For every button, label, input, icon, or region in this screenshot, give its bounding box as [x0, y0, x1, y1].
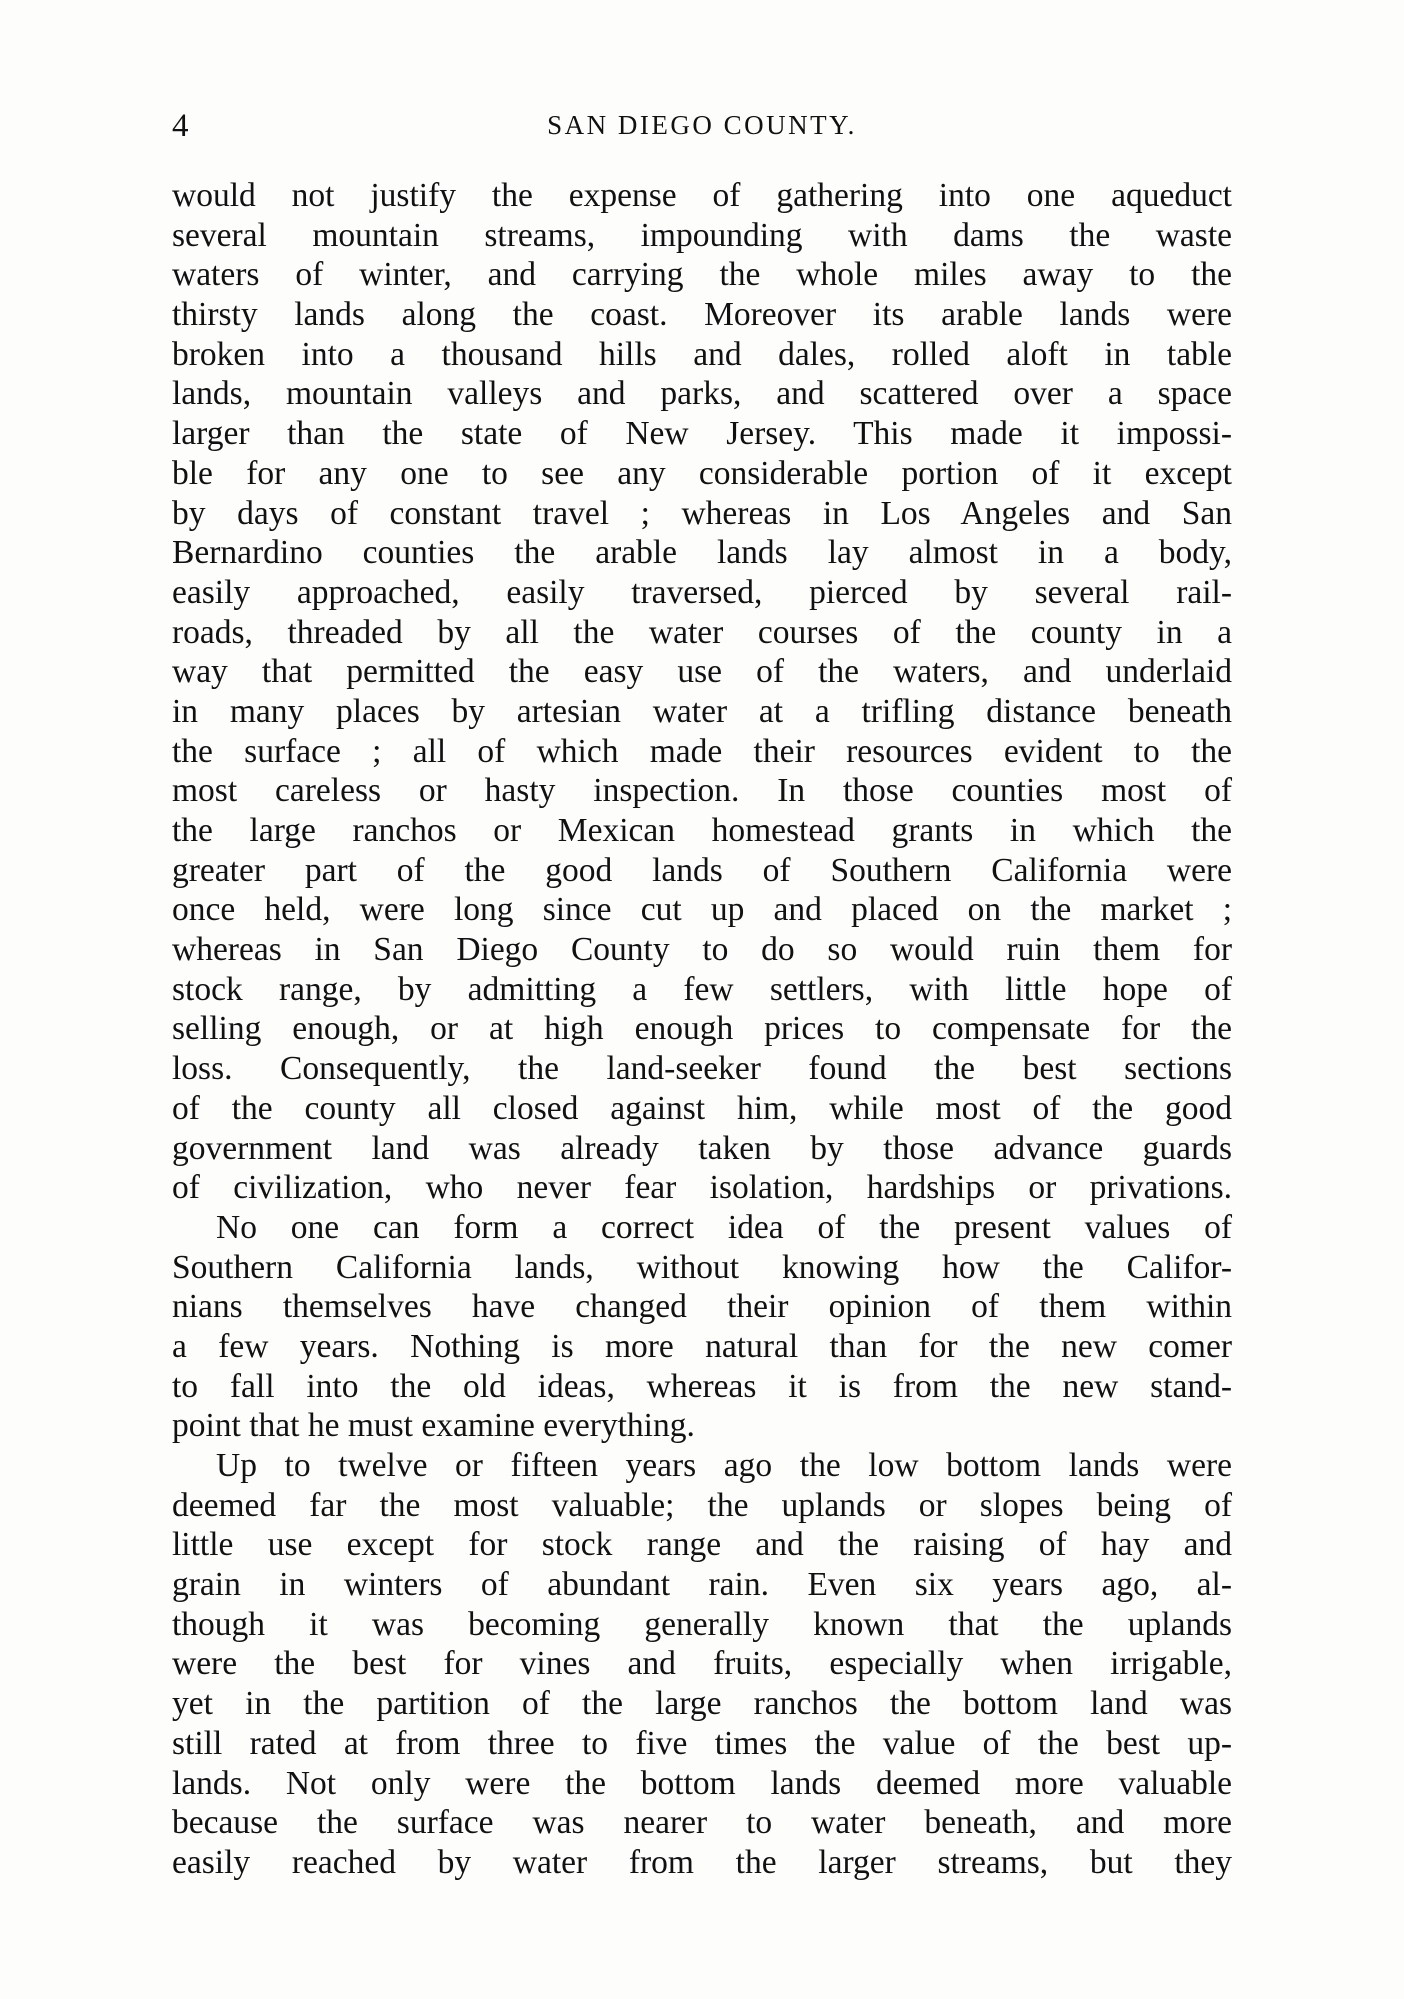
text-line: deemed far the most valuable; the uplands or slopes being of	[172, 1486, 1232, 1524]
text-line: whereas in San Diego County to do so would ruin them for	[172, 931, 1232, 969]
text-line: grain in winters of abundant rain. Even six years ago, al-	[172, 1566, 1232, 1604]
text-line: were the best for vines and fruits, especially when irrigable,	[172, 1645, 1232, 1683]
text-line: the surface ; all of which made their resources evident to the	[172, 732, 1232, 770]
text-line: would not justify the expense of gathering into one aqueduct	[172, 177, 1232, 214]
body-text	[172, 176, 1232, 1883]
text-line: government land was already taken by those advance guards	[172, 1129, 1232, 1167]
text-line: easily reached by water from the larger streams, but they	[172, 1843, 1232, 1881]
text-line: several mountain streams, impounding with dams the waste	[172, 216, 1232, 254]
text-line: lands, mountain valleys and parks, and scattered over a space	[172, 375, 1232, 413]
text-line: waters of winter, and carrying the whole miles away to the	[172, 256, 1232, 294]
text-line: most careless or hasty inspection. In those counties most of	[172, 772, 1232, 810]
text-line: Bernardino counties the arable lands lay almost in a body,	[172, 534, 1232, 572]
text-line: because the surface was nearer to water beneath, and more	[172, 1804, 1232, 1842]
paragraph-last-line: point that he must examine everything.	[172, 1407, 695, 1445]
paragraph-first-line: No one can form a correct idea of the present values of	[216, 1208, 1232, 1246]
text-line: greater part of the good lands of Southern California were	[172, 851, 1232, 889]
text-line: roads, threaded by all the water courses of the county in a	[172, 613, 1232, 651]
running-title: SAN DIEGO COUNTY.	[547, 110, 857, 140]
text-line: little use except for stock range and the raising of hay and	[172, 1526, 1232, 1564]
text-line: way that permitted the easy use of the waters, and underlaid	[172, 653, 1232, 691]
text-line: larger than the state of New Jersey. This made it impossi-	[172, 415, 1232, 453]
text-line: ble for any one to see any considerable portion of it except	[172, 454, 1232, 492]
text-line: broken into a thousand hills and dales, rolled aloft in table	[172, 335, 1232, 373]
text-line: to fall into the old ideas, whereas it is from the new stand-	[172, 1367, 1232, 1405]
paragraph-first-line: Up to twelve or fifteen years ago the low bottom lands were	[216, 1447, 1232, 1484]
text-line: once held, were long since cut up and placed on the market ;	[172, 891, 1232, 929]
text-line: stock range, by admitting a few settlers, with little hope of	[172, 970, 1232, 1008]
running-head	[172, 108, 1232, 148]
page-number: 4	[172, 108, 189, 144]
text-line: in many places by artesian water at a trifling distance beneath	[172, 692, 1232, 730]
text-line: selling enough, or at high enough prices to compensate for the	[172, 1010, 1232, 1048]
text-line: nians themselves have changed their opinion of them within	[172, 1288, 1232, 1326]
text-line: loss. Consequently, the land-seeker found the best sections	[172, 1050, 1232, 1088]
text-line: easily approached, easily traversed, pierced by several rail-	[172, 573, 1232, 611]
text-line: of civilization, who never fear isolation, hardships or privations.	[172, 1169, 1232, 1207]
text-line: though it was becoming generally known that the uplands	[172, 1605, 1232, 1643]
text-line: a few years. Nothing is more natural than for the new comer	[172, 1327, 1232, 1365]
text-line: of the county all closed against him, while most of the good	[172, 1089, 1232, 1127]
text-line: lands. Not only were the bottom lands deemed more valuable	[172, 1764, 1232, 1802]
text-line: Southern California lands, without knowing how the Califor-	[172, 1248, 1232, 1286]
text-line: thirsty lands along the coast. Moreover its arable lands were	[172, 296, 1232, 334]
text-line: the large ranchos or Mexican homestead grants in which the	[172, 812, 1232, 849]
text-line: still rated at from three to five times the value of the best up-	[172, 1724, 1232, 1762]
text-line: yet in the partition of the large ranchos the bottom land was	[172, 1685, 1232, 1723]
text-line: by days of constant travel ; whereas in Los Angeles and San	[172, 494, 1232, 532]
